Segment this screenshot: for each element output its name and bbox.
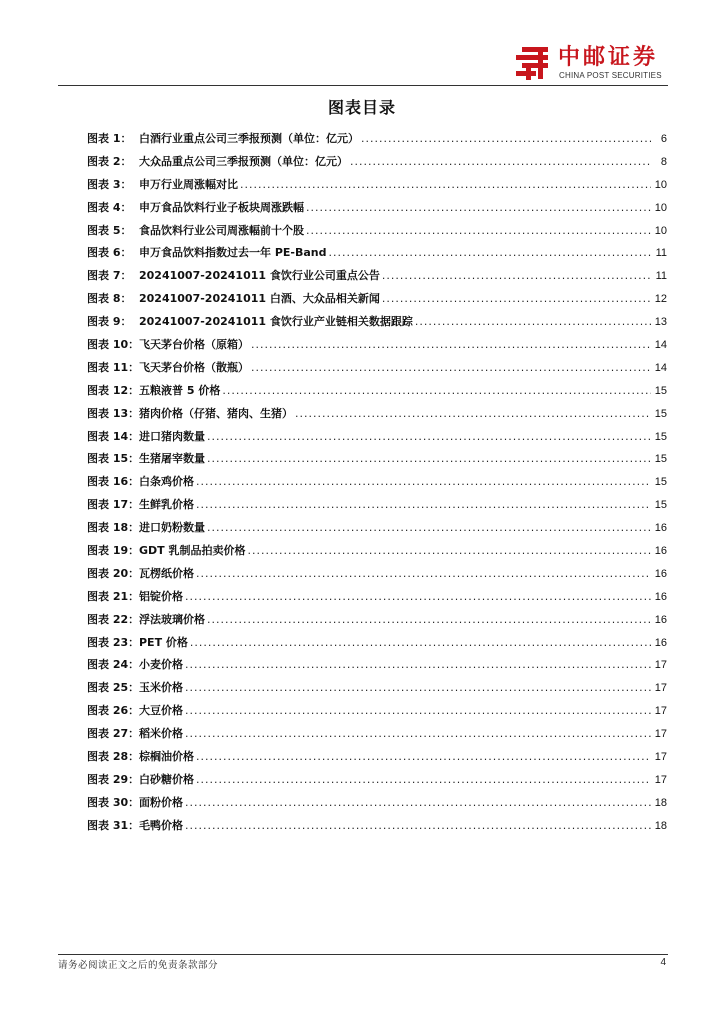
toc-entry-page: 16 [654,545,667,558]
toc-entry-page: 15 [654,430,667,443]
toc-entry-page: 12 [654,293,667,306]
toc-entry[interactable] [87,426,667,449]
toc-entry-label: 图表 26： [87,704,140,718]
toc-entry[interactable] [87,723,667,746]
figure-list [87,128,667,838]
toc-entry-leader [415,311,651,334]
toc-entry-page: 10 [654,201,667,214]
toc-entry-label: 图表 21： [87,589,140,603]
toc-entry-label: 图表 15： [87,452,140,466]
toc-entry-title: 生鲜乳价格 [139,498,194,512]
toc-entry-label: 图表 2： [87,154,132,168]
toc-entry[interactable] [87,242,667,265]
toc-entry-title: GDT 乳制品拍卖价格 [139,544,246,558]
toc-entry-title: 面粉价格 [139,795,183,809]
toc-entry-leader [222,380,651,403]
toc-entry-leader [196,471,651,494]
toc-entry[interactable] [87,769,667,792]
toc-entry-title: 白酒行业重点公司三季报预测（单位：亿元） [139,132,359,145]
toc-entry-title: 飞天茅台价格（原箱） [139,338,249,352]
page-number: 4 [660,957,666,968]
toc-entry-label: 图表 17： [87,498,140,512]
toc-entry[interactable] [87,746,667,769]
toc-entry-page: 16 [654,590,667,603]
toc-entry-page: 17 [654,682,667,695]
toc-entry-title: 进口猪肉数量 [139,429,205,443]
toc-entry-title: 大众品重点公司三季报预测（单位：亿元） [139,154,348,168]
toc-entry-title: 白条鸡价格 [139,475,194,489]
toc-entry-label: 图表 20： [87,566,140,580]
toc-entry[interactable] [87,700,667,723]
toc-entry-page: 14 [654,361,667,374]
toc-entry-label: 图表 25： [87,681,140,695]
toc-entry-title: 申万食品饮料行业子板块周涨跌幅 [139,200,304,214]
toc-entry-leader [196,494,651,517]
toc-entry-title: 浮法玻璃价格 [139,612,205,626]
toc-entry-page: 6 [660,133,667,145]
toc-entry-label: 图表 28： [87,750,140,764]
toc-entry-page: 11 [655,247,667,260]
toc-entry-title: 大豆价格 [139,704,183,718]
toc-entry-title: 玉米价格 [139,681,183,695]
toc-entry[interactable] [87,128,667,151]
toc-entry-leader [196,563,651,586]
toc-entry-page: 15 [654,384,667,397]
toc-entry-title: 白砂糖价格 [139,772,194,786]
toc-entry[interactable] [87,632,667,655]
toc-entry[interactable] [87,586,667,609]
toc-entry-label: 图表 10： [87,338,140,352]
toc-entry-label: 图表 13： [87,406,140,420]
toc-entry[interactable] [87,197,667,220]
toc-entry-leader [185,700,651,723]
toc-entry[interactable] [87,540,667,563]
toc-entry-label: 图表 14： [87,429,140,443]
toc-entry-title: 小麦价格 [139,658,183,672]
brand-name-en: CHINA POST SECURITIES [559,71,662,80]
toc-entry[interactable] [87,677,667,700]
toc-entry-leader [185,723,651,746]
toc-entry-leader [185,815,651,838]
toc-entry-page: 10 [654,178,667,191]
toc-entry-title: 申万食品饮料指数过去一年 PE-Band [139,246,327,260]
toc-entry-title: 毛鸭价格 [139,818,183,832]
toc-entry-page: 17 [654,728,667,741]
toc-entry[interactable] [87,220,667,243]
toc-entry-title: 猪肉价格（仔猪、猪肉、生猪） [139,406,293,420]
toc-entry-leader [382,265,651,288]
toc-entry[interactable] [87,792,667,815]
toc-entry-page: 8 [660,155,667,168]
toc-entry-leader [248,540,652,563]
toc-entry[interactable] [87,174,667,197]
toc-entry-title: 棕榈油价格 [139,750,194,764]
toc-entry-title: 铝锭价格 [139,589,183,603]
toc-entry-label: 图表 7： [87,269,132,283]
toc-entry-label: 图表 9： [87,315,132,329]
toc-entry-label: 图表 5： [87,223,132,237]
toc-entry-page: 17 [654,659,667,672]
disclaimer-note: 请务必阅读正文之后的免责条款部分 [58,960,219,971]
toc-entry-leader [185,677,651,700]
toc-entry-leader [306,197,651,220]
toc-entry-title: 食品饮料行业公司周涨幅前十个股 [139,223,304,237]
toc-entry[interactable] [87,380,667,403]
toc-entry[interactable] [87,517,667,540]
toc-entry-label: 图表 8： [87,292,132,306]
toc-entry-label: 图表 3： [87,177,132,191]
toc-entry-leader [328,242,651,265]
toc-entry-leader [350,151,651,174]
toc-entry[interactable] [87,654,667,677]
page-title: 图表目录 [327,98,396,117]
toc-entry-leader [196,769,651,792]
toc-entry-page: 18 [654,796,667,809]
toc-entry-label: 图表 4： [87,200,132,214]
toc-entry[interactable] [87,288,667,311]
toc-entry-label: 图表 12： [87,383,140,397]
toc-entry-title: 进口奶粉数量 [139,521,205,535]
toc-entry[interactable] [87,311,667,334]
toc-entry-label: 图表 24： [87,658,140,672]
toc-entry-leader [207,426,651,449]
toc-entry-leader [185,654,651,677]
toc-entry-page: 13 [654,316,667,329]
toc-entry-page: 15 [654,499,667,512]
toc-entry-title: 稻米价格 [139,727,183,741]
header-divider [58,85,668,86]
toc-entry-title: 20241007-20241011 食饮行业产业链相关数据跟踪 [139,315,413,329]
toc-entry-leader [185,586,651,609]
toc-entry-label: 图表 27： [87,727,140,741]
toc-entry-page: 16 [654,567,667,580]
toc-entry-leader [251,357,651,380]
toc-entry-page: 17 [654,773,667,786]
toc-entry-label: 图表 23： [87,635,140,649]
toc-entry-leader [207,517,651,540]
toc-entry-leader [190,632,651,655]
toc-entry-leader [240,174,651,197]
toc-entry-page: 17 [654,705,667,718]
toc-entry-page: 15 [654,453,667,466]
toc-entry-title: PET 价格 [139,635,188,649]
toc-entry-leader [207,448,651,471]
toc-entry-page: 16 [654,636,667,649]
toc-entry-page: 18 [654,819,667,832]
toc-entry-title: 20241007-20241011 食饮行业公司重点公告 [139,269,380,283]
toc-entry[interactable] [87,609,667,632]
toc-entry-page: 15 [654,407,667,420]
toc-entry-page: 11 [655,270,667,283]
toc-entry-page: 14 [654,339,667,352]
toc-entry-leader [207,609,651,632]
toc-entry-title: 生猪屠宰数量 [139,452,205,466]
toc-entry[interactable] [87,815,667,838]
toc-entry-title: 瓦楞纸价格 [139,566,194,580]
toc-entry[interactable] [87,563,667,586]
toc-entry[interactable] [87,357,667,380]
toc-entry-label: 图表 1： [87,132,132,145]
toc-entry[interactable] [87,334,667,357]
toc-entry[interactable] [87,151,667,174]
toc-entry[interactable] [87,471,667,494]
toc-entry[interactable] [87,494,667,517]
brand-name-cn: 中邮证券 [558,45,659,70]
toc-entry-label: 图表 11： [87,360,140,374]
toc-entry-leader [196,746,651,769]
china-post-logo-icon [512,44,556,82]
toc-entry-title: 飞天茅台价格（散瓶） [139,360,249,374]
toc-entry-leader [361,128,651,151]
toc-entry-leader [185,792,651,815]
toc-entry-leader [306,220,651,243]
toc-entry[interactable] [87,403,667,426]
toc-entry[interactable] [87,448,667,471]
toc-entry-page: 16 [654,613,667,626]
toc-entry-label: 图表 6： [87,246,132,260]
toc-entry-leader [251,334,651,357]
toc-entry-label: 图表 31： [87,818,140,832]
toc-entry-page: 17 [654,751,667,764]
toc-entry[interactable] [87,265,667,288]
toc-entry-label: 图表 29： [87,772,140,786]
toc-entry-label: 图表 16： [87,475,140,489]
company-logo [512,44,672,84]
toc-entry-title: 申万行业周涨幅对比 [139,177,238,191]
footer-divider [58,954,668,955]
toc-entry-leader [295,403,651,426]
toc-entry-page: 16 [654,522,667,535]
toc-entry-label: 图表 19： [87,544,140,558]
toc-entry-page: 10 [654,224,667,237]
toc-entry-label: 图表 30： [87,795,140,809]
toc-entry-title: 五粮液普 5 价格 [139,383,221,397]
toc-entry-leader [382,288,651,311]
toc-entry-page: 15 [654,476,667,489]
toc-entry-title: 20241007-20241011 白酒、大众品相关新闻 [139,292,380,306]
toc-entry-label: 图表 22： [87,612,140,626]
toc-entry-label: 图表 18： [87,521,140,535]
